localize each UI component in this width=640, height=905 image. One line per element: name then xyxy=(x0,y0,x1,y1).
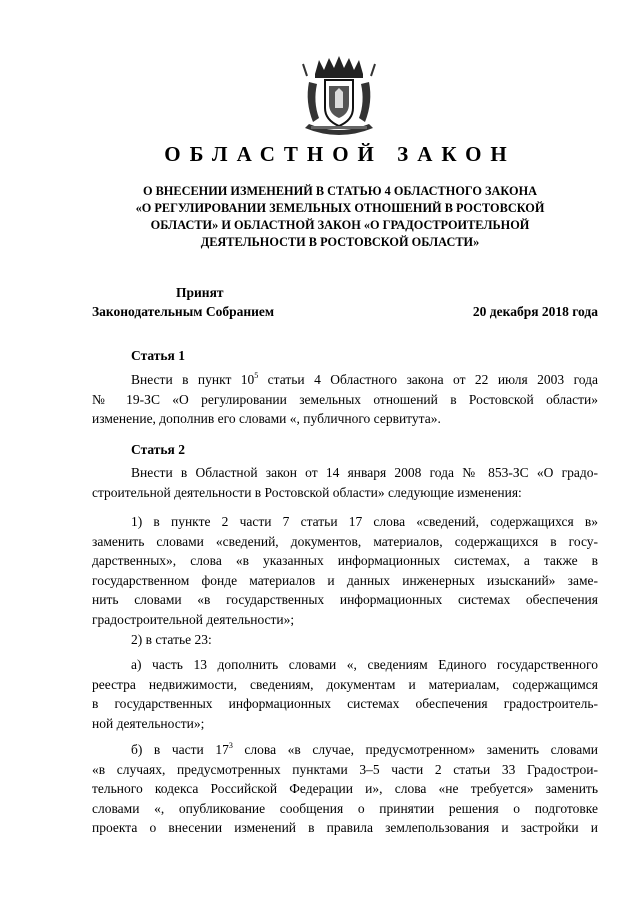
subtitle-line: О ВНЕСЕНИИ ИЗМЕНЕНИЙ В СТАТЬЮ 4 ОБЛАСТНОГО ЗАКОНА xyxy=(142,184,538,198)
adopted-label: Принят xyxy=(176,285,224,300)
adopted-by: Законодательным Собранием xyxy=(92,304,275,319)
article-1-line: изменение, дополнив его словами «, публичного сервитута». xyxy=(92,411,441,427)
adoption-block xyxy=(92,283,598,321)
item-2a-line: реестра недвижимости, сведениям, документам и материалам, содержащимся xyxy=(92,676,598,692)
item-2b-line: словами «, опубликование сообщения о принятии решения о подготовке xyxy=(92,800,598,816)
item-2b-line: проекта о внесении изменений в правила землепользования и застройки и xyxy=(92,820,598,836)
article-2-item-2b xyxy=(92,740,598,838)
item-1-line: заменить словами «сведений, документов, материалов, содержащихся в госу- xyxy=(92,533,598,549)
item-2a-line: в государственных информационных системах обеспечения градостроитель- xyxy=(92,696,598,712)
article-1-line: Внести в пункт $10^5$ статьи 4 Областного закона от 22 июля 2003 года xyxy=(131,371,598,387)
article-2-line: Внести в Областной закон от 14 января 2008 года № 853-ЗС «О градо- xyxy=(131,465,598,480)
subtitle-line: ОБЛАСТИ» И ОБЛАСТНОЙ ЗАКОН «О ГРАДОСТРОИТЕЛЬНОЙ xyxy=(150,218,530,232)
item-1-line: государственном фонде материалов и данных инженерных изысканий» заме- xyxy=(92,572,598,588)
item-1-line: дарственных», слова «в указанных информационных системах, а также в xyxy=(92,553,598,569)
article-2-line: строительной деятельности в Ростовской области» следующие изменения: xyxy=(92,484,522,500)
article-2-item-1 xyxy=(92,512,598,630)
coat-of-arms-emblem xyxy=(299,52,379,138)
subtitle-line: ДЕЯТЕЛЬНОСТИ В РОСТОВСКОЙ ОБЛАСТИ» xyxy=(200,235,480,249)
item-2b-line: «в случаях, предусмотренных пунктами 3–5 части 2 статьи 33 Градострои- xyxy=(92,761,598,777)
article-2-intro xyxy=(92,463,598,502)
item-2a-line: ной деятельности»; xyxy=(92,715,205,731)
item-1-line: градостроительной деятельности»; xyxy=(92,611,295,627)
item-1-line: нить словами «в государственных информационных системах обеспечения xyxy=(92,592,598,608)
subtitle-line: «О РЕГУЛИРОВАНИИ ЗЕМЕЛЬНЫХ ОТНОШЕНИЙ В РОСТОВСКОЙ xyxy=(135,201,545,215)
article-2-heading: Статья 2 xyxy=(131,442,185,457)
article-2-item-2a xyxy=(92,655,598,733)
article-1-line: № 19-ЗС «О регулировании земельных отношений в Ростовской области» xyxy=(92,391,598,407)
item-2a-line: а) часть 13 дополнить словами «, сведениям Единого государственного xyxy=(131,657,598,672)
item-2b-line: б) в части $17^3$ слова «в случае, предусмотренном» заменить словами xyxy=(131,741,599,757)
adoption-date: 20 декабря 2018 года xyxy=(472,304,598,319)
article-1-heading: Статья 1 xyxy=(131,348,185,363)
item-2b-line: тельного кодекса Российской Федерации и», слова «не требуется» заменить xyxy=(92,781,598,797)
item-2-line: 2) в статье 23: xyxy=(131,632,212,647)
law-subtitle xyxy=(100,183,580,251)
article-2-item-2 xyxy=(92,630,598,650)
law-title: ОБЛАСТНОЙ ЗАКОН xyxy=(164,142,516,166)
article-1-text xyxy=(92,370,598,429)
item-1-line: 1) в пункте 2 части 7 статьи 17 слова «сведений, содержащихся в» xyxy=(131,514,598,529)
